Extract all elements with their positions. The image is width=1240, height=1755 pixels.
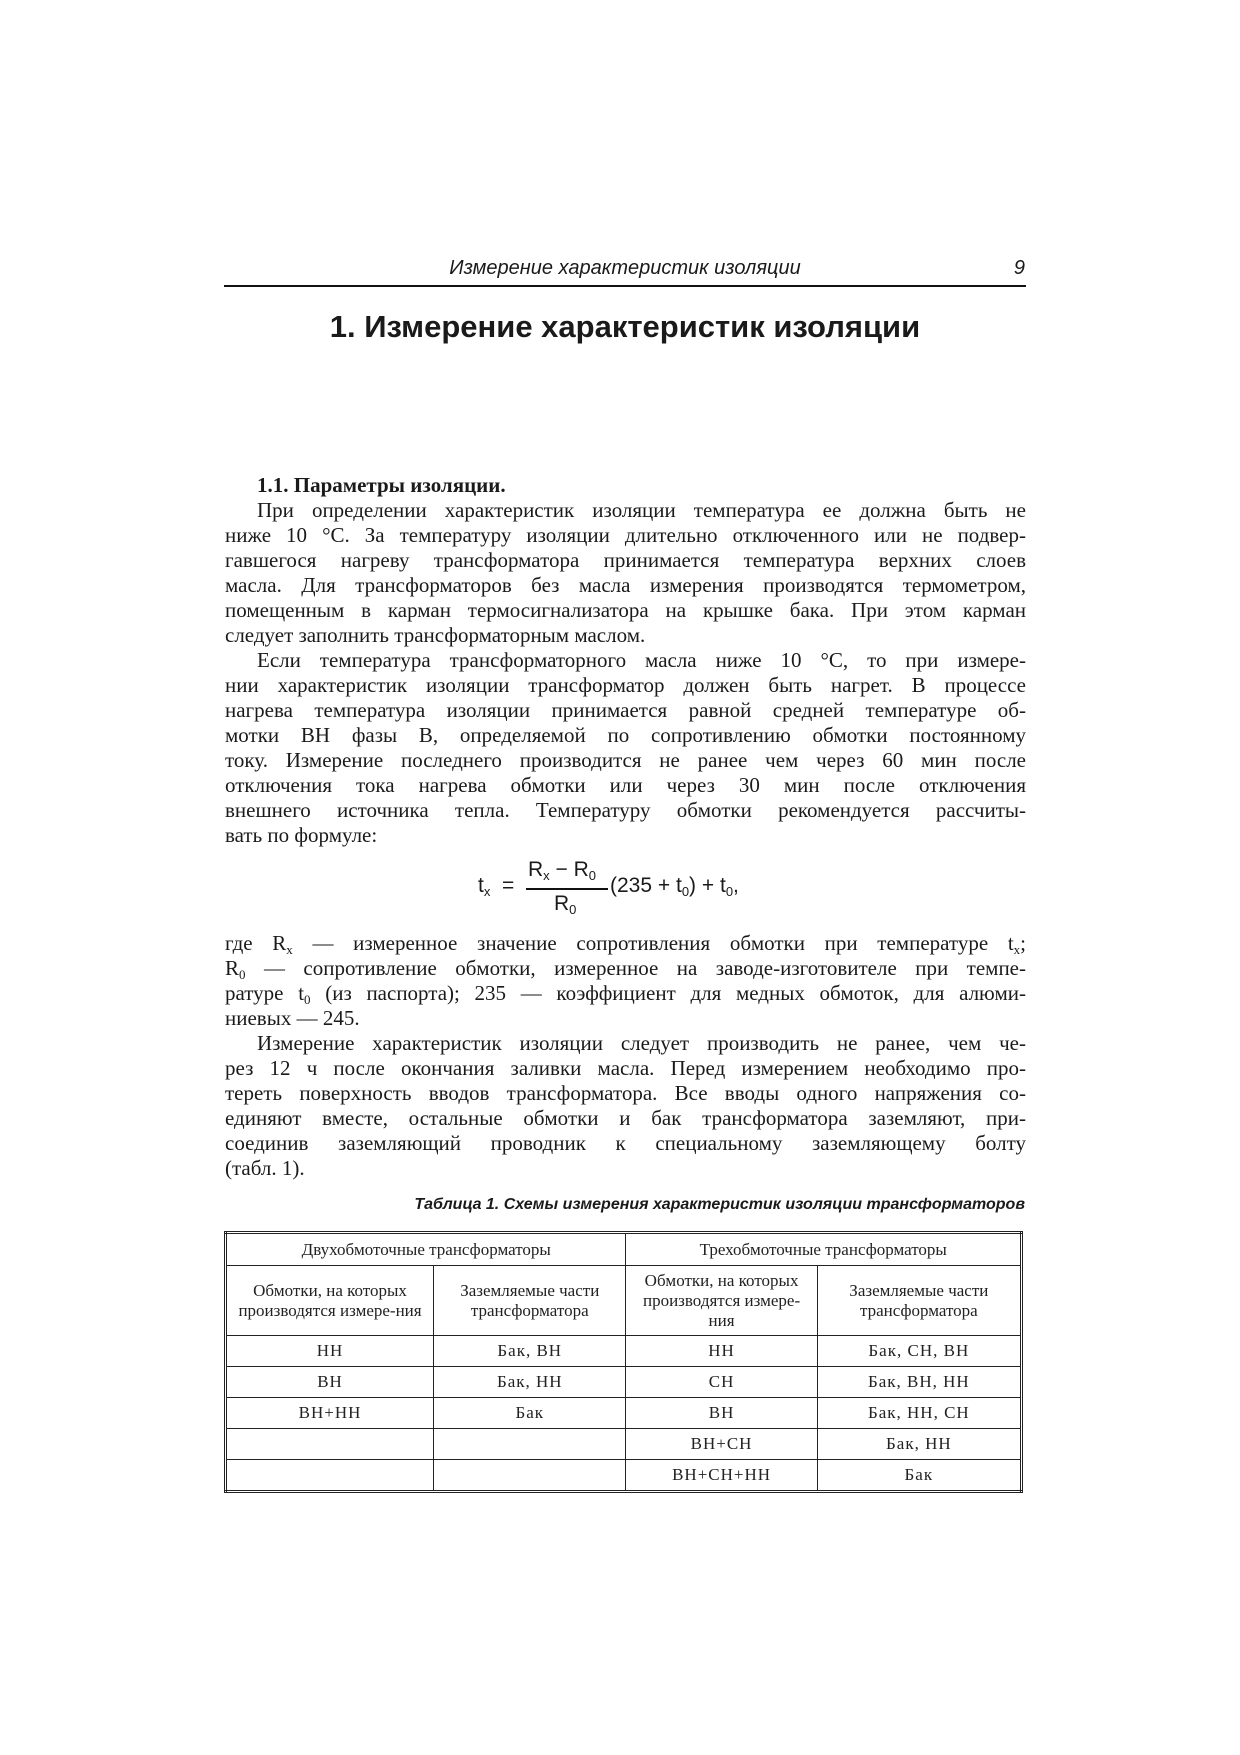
subscript: x — [286, 942, 293, 957]
table-group-header-row — [226, 1233, 1022, 1266]
formula-denominator: $R_0$ — [554, 892, 577, 917]
text-line — [225, 981, 1026, 1006]
table-cell: Бак, ВН — [434, 1336, 626, 1367]
column-header: Заземляемые части трансформатора — [817, 1266, 1021, 1336]
table-cell — [434, 1460, 626, 1492]
subscript: 0 — [304, 992, 311, 1007]
table-cell: ВН+НН — [226, 1398, 434, 1429]
table-cell: НН — [626, 1336, 817, 1367]
formula-eq: = — [502, 874, 515, 897]
text-line: Измерение характеристик изоляции следует производить не ранее, чем че- — [257, 1031, 1026, 1055]
table-cell: Бак, НН, СН — [817, 1398, 1021, 1429]
header-rule — [224, 285, 1026, 287]
table-cell: Бак, НН — [817, 1429, 1021, 1460]
table-caption: Таблица 1. Схемы измерения характеристик изоляции трансформаторов — [414, 1196, 1025, 1213]
table-row — [226, 1336, 1022, 1367]
formula-lhs: $t_x$ — [478, 874, 491, 899]
text-line: масла. Для трансформаторов без масла измерения производятся термометром, — [225, 573, 1026, 597]
table-cell: Бак, ВН, НН — [817, 1367, 1021, 1398]
paragraph-3 — [225, 1031, 1026, 1181]
text-line: следует заполнить трансформаторным маслом. — [225, 623, 646, 647]
text-line — [225, 956, 1026, 981]
table-row — [226, 1367, 1022, 1398]
text-segment: R — [225, 956, 240, 980]
paragraph-1 — [225, 498, 1026, 648]
table-row — [226, 1398, 1022, 1429]
table-cell: ВН — [626, 1398, 817, 1429]
text-line: вать по формуле: — [225, 823, 378, 847]
text-segment: — измеренное значение сопротивления обмотки при температуре t — [292, 931, 1014, 955]
table-cell: СН — [626, 1367, 817, 1398]
paragraph-2 — [225, 648, 1026, 848]
formula — [478, 858, 798, 918]
table-cell: ВН+СН — [626, 1429, 817, 1460]
subscript: 0 — [239, 967, 246, 982]
column-header: Обмотки, на которых производятся измере-ния — [626, 1266, 817, 1336]
where-paragraph — [225, 931, 1026, 1031]
chapter-title: 1. Измерение характеристик изоляции — [329, 309, 921, 344]
subscript: x — [1013, 942, 1021, 957]
text-segment: где R — [225, 931, 287, 955]
page-number: 9 — [1013, 257, 1025, 279]
text-line: соединив заземляющий проводник к специальному заземляющему болту — [225, 1131, 1026, 1155]
text-line: гавшегося нагреву трансформатора принимается температура верхних слоев — [225, 548, 1026, 572]
text-line: тереть поверхность вводов трансформатора. Все вводы одного напряжения со- — [225, 1081, 1026, 1105]
column-header: Заземляемые части трансформатора — [434, 1266, 626, 1336]
group-header-two-winding: Двухобмоточные трансформаторы — [226, 1233, 626, 1266]
text-line: нии характеристик изоляции трансформатор должен быть нагрет. В процессе — [225, 673, 1026, 697]
text-segment: ниевых — 245. — [225, 1006, 360, 1030]
text-line: При определении характеристик изоляции температура ее должна быть не — [257, 498, 1026, 522]
text-line: рез 12 ч после окончания заливки масла. Перед измерением необходимо про- — [225, 1056, 1026, 1080]
group-header-three-winding: Трехобмоточные трансформаторы — [626, 1233, 1022, 1266]
table-cell — [434, 1429, 626, 1460]
text-segment: ; — [1020, 931, 1026, 955]
running-title: Измерение характеристик изоляции — [449, 257, 801, 279]
text-line: Если температура трансформаторного масла ниже 10 °С, то при измере- — [257, 648, 1026, 672]
insulation-schemes-table — [224, 1231, 1023, 1493]
table-cell: ВН+СН+НН — [626, 1460, 817, 1492]
column-header: Обмотки, на которых производятся измере-ния — [226, 1266, 434, 1336]
text-segment: — сопротивление обмотки, измеренное на заводе-изготовителе при темпе- — [245, 956, 1026, 980]
text-segment: ратуре t — [225, 981, 305, 1005]
table-row — [226, 1460, 1022, 1492]
text-line: (табл. 1). — [225, 1156, 305, 1180]
text-line: единяют вместе, остальные обмотки и бак трансформатора заземляют, при- — [225, 1106, 1026, 1130]
table-cell: Бак, СН, ВН — [817, 1336, 1021, 1367]
text-line: мотки ВН фазы В, определяемой по сопротивлению обмотки постоянному — [225, 723, 1026, 747]
formula-numerator: $R_x - R_0$ — [528, 858, 597, 883]
text-line: внешнего источника тепла. Температуру обмотки рекомендуется рассчиты- — [225, 798, 1026, 822]
table-cell — [226, 1429, 434, 1460]
table-cell: НН — [226, 1336, 434, 1367]
formula-rest: $(235 + t_0) + t_0$, — [610, 874, 739, 899]
text-segment: (из паспорта); 235 — коэффициент для медных обмоток, для алюми- — [310, 981, 1026, 1005]
text-line: ниже 10 °С. За температуру изоляции длительно отключенного или не подвер- — [225, 523, 1026, 547]
text-line: нагрева температура изоляции принимается равной средней температуре об- — [225, 698, 1026, 722]
table-cell: ВН — [226, 1367, 434, 1398]
table-cell: Бак, НН — [434, 1367, 626, 1398]
table-row — [226, 1429, 1022, 1460]
text-line: отключения тока нагрева обмотки или через 30 мин после отключения — [225, 773, 1026, 797]
fraction-bar — [526, 888, 608, 890]
text-line: току. Измерение последнего производится не ранее чем через 60 мин после — [225, 748, 1026, 772]
section-heading: 1.1. Параметры изоляции. — [257, 473, 506, 497]
running-header — [225, 255, 1025, 285]
text-line — [225, 1006, 1026, 1031]
table-cell: Бак — [434, 1398, 626, 1429]
text-line — [225, 931, 1026, 956]
table-cell — [226, 1460, 434, 1492]
table-column-header-row — [226, 1266, 1022, 1336]
table-cell: Бак — [817, 1460, 1021, 1492]
text-line: помещенным в карман термосигнализатора на крышке бака. При этом карман — [225, 598, 1026, 622]
